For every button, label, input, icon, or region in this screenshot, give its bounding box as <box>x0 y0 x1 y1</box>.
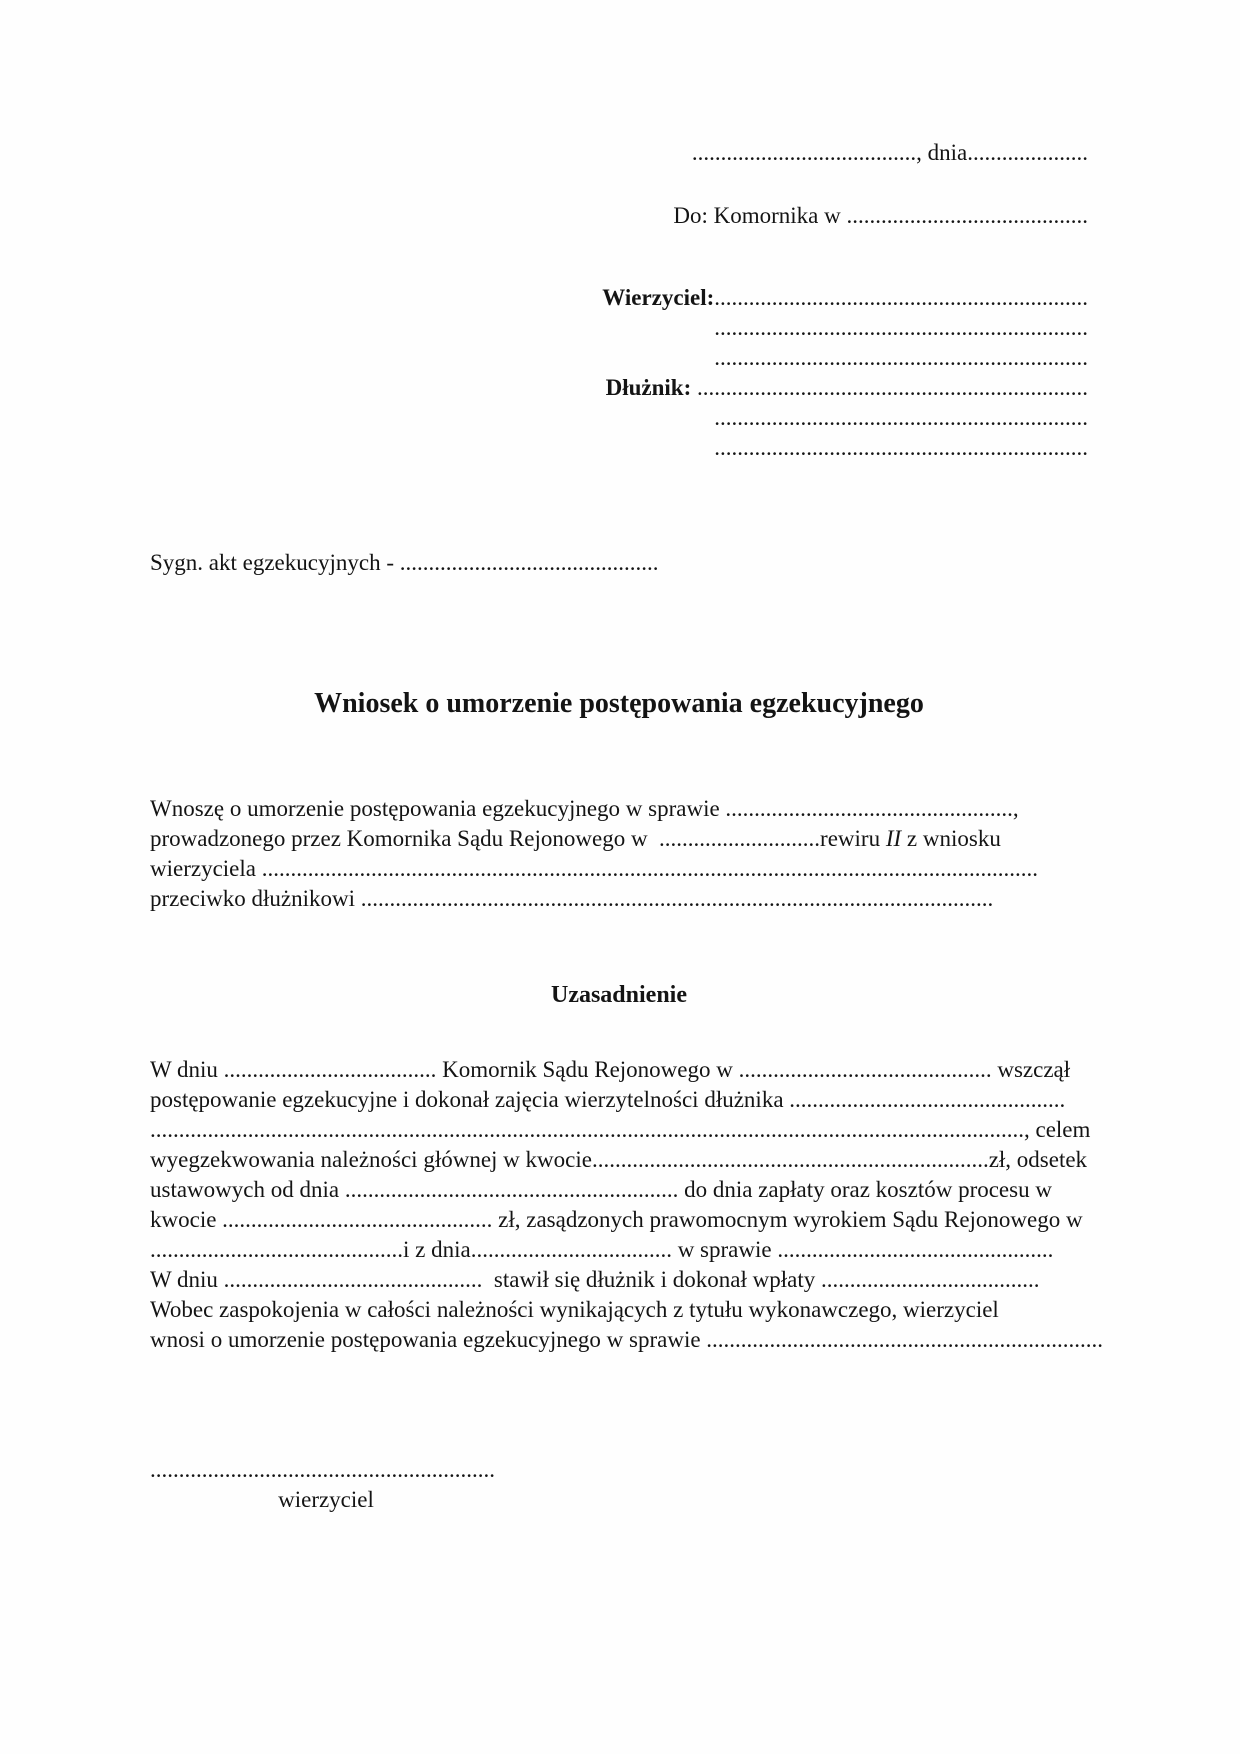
request-line-4: przeciwko dłużnikowi .............................................................................................................. <box>150 886 994 911</box>
justification-line-4: wyegzekwowania należności głównej w kwocie.....................................................................zł, odsetek <box>150 1147 1088 1172</box>
debtor-fill-line: .................................................................... <box>691 375 1088 400</box>
justification-heading: Uzasadnienie <box>550 982 687 1008</box>
justification-line-10: wnosi o umorzenie postępowania egzekucyjnego w sprawie ..................................................................... <box>150 1327 1104 1352</box>
request-line-2-pre: prowadzonego przez Komornika Sądu Rejonowego w ............................rewiru <box>150 826 886 851</box>
creditor-fill-line: ................................................................. <box>714 285 1088 310</box>
justification-line-5: ustawowych od dnia .......................................................... do dnia zapłaty oraz kosztów procesu w <box>150 1177 1052 1202</box>
justification-line-7: ............................................i z dnia................................... w sprawie ................................................ <box>150 1237 1054 1262</box>
request-line-2-post: z wniosku <box>901 826 1001 851</box>
place-date-line: ......................................., dnia..................... <box>691 140 1088 165</box>
debtor-fill-line-2: ................................................................. <box>714 405 1088 430</box>
signature-fill-line: ............................................................ <box>150 1457 495 1482</box>
justification-line-9: Wobec zaspokojenia w całości należności wynikających z tytułu wykonawczego, wierzyciel <box>150 1297 999 1322</box>
request-line-1: Wnoszę o umorzenie postępowania egzekucyjnego w sprawie .................................................., <box>150 796 1019 821</box>
creditor-fill-line-2: ................................................................. <box>714 315 1088 340</box>
parties-block <box>150 283 1088 463</box>
creditor-fill-line-3: ................................................................. <box>714 345 1088 370</box>
request-line-3: wierzyciela ....................................................................................................................................... <box>150 856 1038 881</box>
document-title: Wniosek o umorzenie postępowania egzekucyjnego <box>314 688 924 719</box>
request-paragraph <box>150 794 1088 914</box>
justification-paragraph <box>150 1055 1104 1355</box>
debtor-line <box>150 373 1088 403</box>
debtor-fill-line-3: ................................................................. <box>714 435 1088 460</box>
justification-line-6: kwocie ............................................... zł, zasądzonych prawomocnym wyrokiem Sądu Rejonowego w <box>150 1207 1083 1232</box>
signature-label: wierzyciel <box>278 1487 374 1512</box>
rewir-number-italic: II <box>885 826 902 851</box>
justification-line-2: postępowanie egzekucyjne i dokonał zajęcia wierzytelności dłużnika ................................................ <box>150 1087 1066 1112</box>
debtor-label: Dłużnik: <box>605 375 692 400</box>
justification-line-1: W dniu ..................................... Komornik Sądu Rejonowego w ............................................ wszczął <box>150 1057 1071 1082</box>
request-line-2 <box>150 824 1088 854</box>
justification-line-3: ........................................................................................................................................................, celem <box>150 1117 1091 1142</box>
creditor-label: Wierzyciel: <box>602 285 715 310</box>
signature-block <box>150 1455 502 1515</box>
justification-line-8: W dniu ............................................. stawił się dłużnik i dokonał wpłaty ...................................... <box>150 1267 1040 1292</box>
case-reference-line: Sygn. akt egzekucyjnych - ............................................. <box>150 550 659 575</box>
addressee-line: Do: Komornika w .......................................... <box>673 203 1088 228</box>
creditor-line <box>150 283 1088 313</box>
